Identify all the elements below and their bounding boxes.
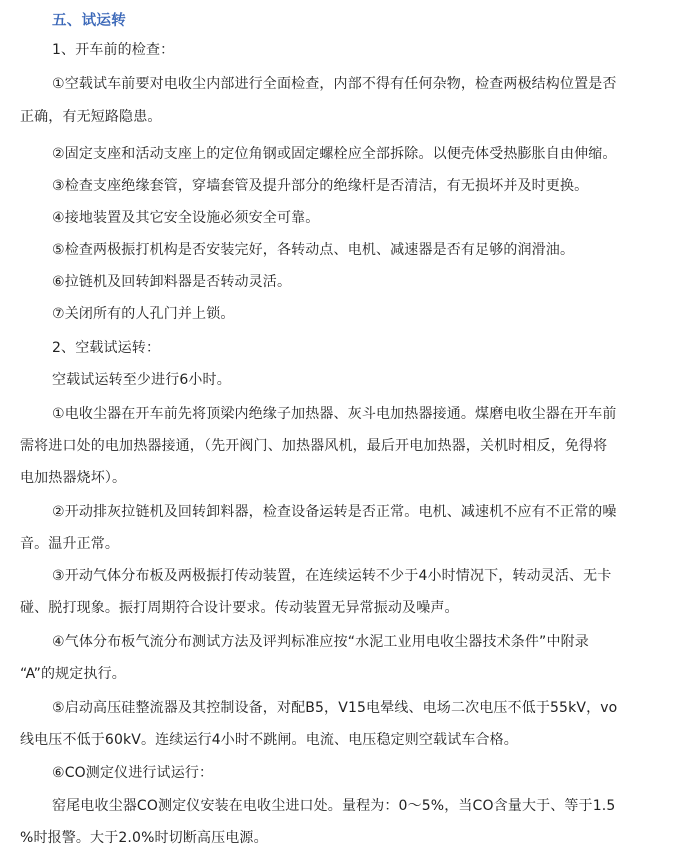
- item-2-4-line-2: “A”的规定执行。: [20, 666, 126, 682]
- item-1-3: ③检查支座绝缘套管，穿墙套管及提升部分的绝缘杆是否清洁，有无损坏并及时更换。: [52, 178, 589, 194]
- item-2-1-line-1: ①电收尘器在开车前先将顶梁内绝缘子加热器、灰斗电加热器接通。煤磨电收尘器在开车前: [52, 406, 617, 422]
- item-1-7: ⑦关闭所有的人孔门并上锁。: [52, 306, 235, 322]
- section-title: 五、试运转: [52, 13, 126, 29]
- item-1-6: ⑥拉链机及回转卸料器是否转动灵活。: [52, 274, 292, 290]
- item-2-1-line-3: 电加热器烧坏）。: [20, 470, 127, 486]
- item-2-3-line-1: ③开动气体分布板及两极振打传动装置，在连续运转不少于4小时情况下，转动灵活、无卡: [52, 568, 612, 584]
- item-2-2-line-1: ②开动排灰拉链机及回转卸料器，检查设备运转是否正常。电机、减速机不应有不正常的噪: [52, 504, 617, 520]
- item-2-5-line-1: ⑤启动高压硅整流器及其控制设备，对配B5，V15电晕线、电场二次电压不低于55kV，vo: [52, 700, 618, 716]
- item-2-7-line-2: %时报警。大于2.0%时切断高压电源。: [20, 830, 268, 846]
- subsection-heading-2: 2、空载试运转：: [52, 340, 161, 356]
- subsection-2-intro: 空载试运转至少进行6小时。: [52, 372, 231, 388]
- item-1-1-line-1: ①空载试车前要对电收尘内部进行全面检查，内部不得有任何杂物，检查两极结构位置是否: [52, 76, 617, 92]
- item-2-4-line-1: ④气体分布板气流分布测试方法及评判标准应按“水泥工业用电收尘器技术条件”中附录: [52, 634, 589, 650]
- item-2-1-line-2: 需将进口处的电加热器接通，（先开阀门、加热器风机，最后开电加热器，关机时相反，免得将: [20, 438, 608, 454]
- item-1-4: ④接地装置及其它安全设施必须安全可靠。: [52, 210, 320, 226]
- item-1-1-line-2: 正确，有无短路隐患。: [20, 109, 162, 125]
- item-1-5: ⑤检查两极振打机构是否安装完好，各转动点、电机、减速器是否有足够的润滑油。: [52, 242, 575, 258]
- item-1-2: ②固定支座和活动支座上的定位角钢或固定螺栓应全部拆除。以便壳体受热膨胀自由伸缩。: [52, 146, 617, 162]
- item-2-7-line-1: 窑尾电收尘器CO测定仪安装在电收尘进口处。量程为：0～5%，当CO含量大于、等于1.5: [52, 798, 616, 814]
- item-2-6: ⑥CO测定仪进行试运行：: [52, 765, 214, 781]
- item-2-5-line-2: 线电压不低于60kV。连续运行4小时不跳闸。电流、电压稳定则空载试车合格。: [20, 732, 518, 748]
- subsection-heading-1: 1、开车前的检查：: [52, 42, 175, 58]
- item-2-2-line-2: 音。温升正常。: [20, 536, 120, 552]
- item-2-3-line-2: 碰、脱打现象。振打周期符合设计要求。传动装置无异常振动及噪声。: [20, 600, 459, 616]
